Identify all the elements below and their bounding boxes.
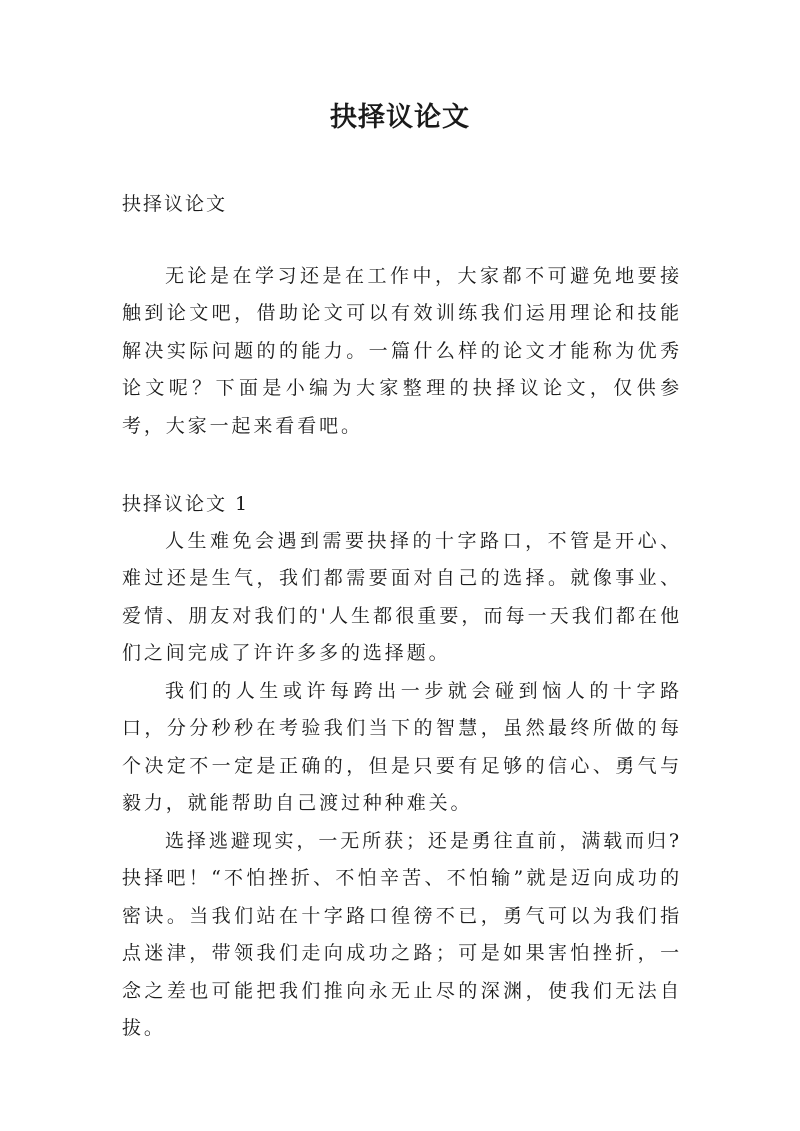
document-title: 抉择议论文: [330, 102, 470, 133]
body-paragraph-3: 选择逃避现实，一无所获；还是勇往直前，满载而归?抉择吧！“不怕挫折、不怕辛苦、不怕输”就是迈向成功的密诀。当我们站在十字路口徨徬不已，勇气可以为我们指点迷津，带领我们走向成功之路；可是如果害怕挫折，一念之差也可能把我们推向永无止尽的深渊，使我们无法自拔。: [122, 830, 682, 1040]
document-subtitle: 抉择议论文: [122, 193, 228, 215]
intro-paragraph: 无论是在学习还是在工作中，大家都不可避免地要接触到论文吧，借助论文可以有效训练我们运用理论和技能解决实际问题的的能力。一篇什么样的论文才能称为优秀论文呢？下面是小编为大家整理的抉择议论文，仅供参考，大家一起来看看吧。: [122, 265, 682, 437]
body-paragraph-2: 我们的人生或许每跨出一步就会碰到恼人的十字路口，分分秒秒在考验我们当下的智慧，虽然最终所做的每个决定不一定是正确的，但是只要有足够的信心、勇气与毅力，就能帮助自己渡过种种难关。: [122, 680, 682, 815]
section-heading: 抉择议论文 1: [122, 493, 250, 515]
body-paragraph-1: 人生难免会遇到需要抉择的十字路口，不管是开心、难过还是生气，我们都需要面对自己的选择。就像事业、爱情、朋友对我们的'人生都很重要，而每一天我们都在他们之间完成了许许多多的选择题。: [122, 530, 682, 665]
